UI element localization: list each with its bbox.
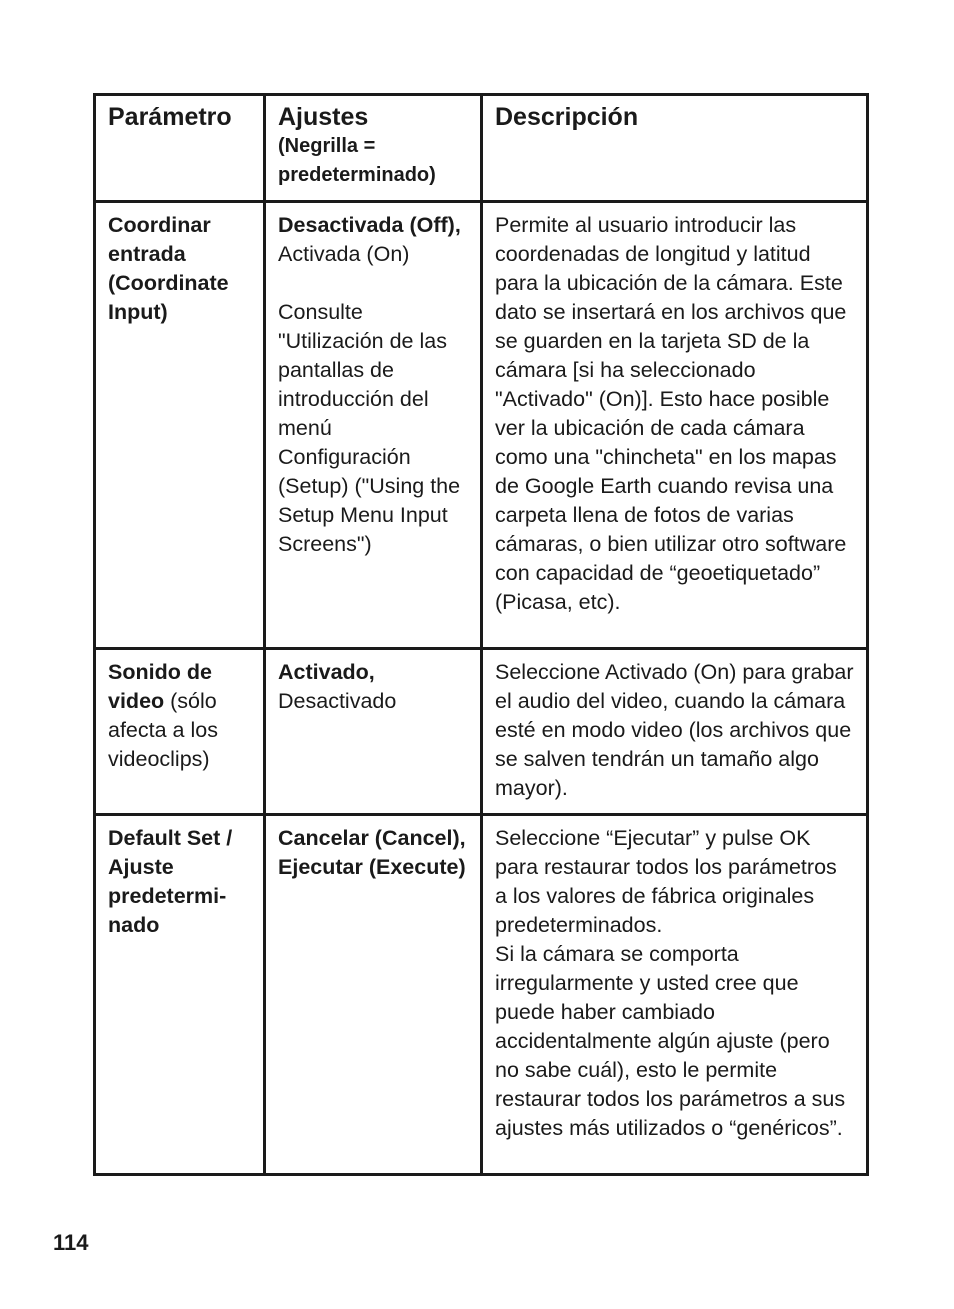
settings-options: Desactivado xyxy=(278,689,397,713)
settings-default: Activado, xyxy=(278,660,375,684)
description-cell xyxy=(482,815,868,1175)
param-note: (sólo afecta a los videoclips) xyxy=(108,689,218,771)
header-settings xyxy=(265,95,482,202)
header-description xyxy=(482,95,868,202)
param-cell xyxy=(95,815,265,1175)
table-header-row xyxy=(95,95,868,202)
param-name: Sonido de video xyxy=(108,660,212,713)
settings-default: Cancelar (Cancel), Ejecutar (Execute) xyxy=(278,826,466,879)
param-name: Default Set / Ajuste predetermi-nado xyxy=(108,826,233,937)
table-row xyxy=(95,649,868,815)
param-name: Coordinar entrada (Coordinate Input) xyxy=(108,213,229,324)
description-cell xyxy=(482,649,868,815)
table-row xyxy=(95,202,868,649)
header-param-label: Parámetro xyxy=(108,103,232,131)
description-text: Seleccione Activado (On) para grabar el audio del video, cuando la cámara esté en modo video (los archivos que se salven tendrán un tamaño algo mayor). xyxy=(495,660,854,800)
header-settings-sublabel: (Negrilla = predeterminado) xyxy=(278,135,436,186)
description-text: Permite al usuario introducir las coordenadas de longitud y latitud para la ubicación de la cámara. Este dato se insertará en los archivos que se guarden en la tarjeta SD de la cámara [si ha seleccionado "Activado" (On)]. Esto hace posible ver la ubicación de cada cámara como una "chincheta" en los mapas de Google Earth cuando revisa una carpeta llena de fotos de varias cámaras, o bien utilizar otro software con capacidad de “geoetiquetado” (Picasa, etc). xyxy=(495,213,847,614)
description-cell xyxy=(482,202,868,649)
param-cell xyxy=(95,649,265,815)
param-cell xyxy=(95,202,265,649)
page-number: 114 xyxy=(53,1230,89,1255)
settings-cell xyxy=(265,815,482,1175)
settings-note: Consulte "Utilización de las pantallas de introducción del menú Configuración (Setup) ("Using the Setup Menu Input Screens") xyxy=(278,300,461,556)
settings-cell xyxy=(265,649,482,815)
settings-options: Activada (On) xyxy=(278,242,410,266)
table-row xyxy=(95,815,868,1175)
description-text-2: Si la cámara se comporta irregularmente y usted cree que puede haber cambiado accidentalmente algún ajuste (pero no sabe cuál), esto le permite restaurar todos los parámetros a sus ajustes más utilizados o “genéricos”. xyxy=(495,942,846,1140)
header-param xyxy=(95,95,265,202)
description-text: Seleccione “Ejecutar” y pulse OK para restaurar todos los parámetros a los valores de fábrica originales predeterminados. xyxy=(495,826,837,937)
settings-cell xyxy=(265,202,482,649)
header-description-label: Descripción xyxy=(495,103,639,131)
parameters-table xyxy=(93,93,869,1176)
settings-default: Desactivada (Off), xyxy=(278,213,461,237)
header-settings-label: Ajustes xyxy=(278,103,369,131)
